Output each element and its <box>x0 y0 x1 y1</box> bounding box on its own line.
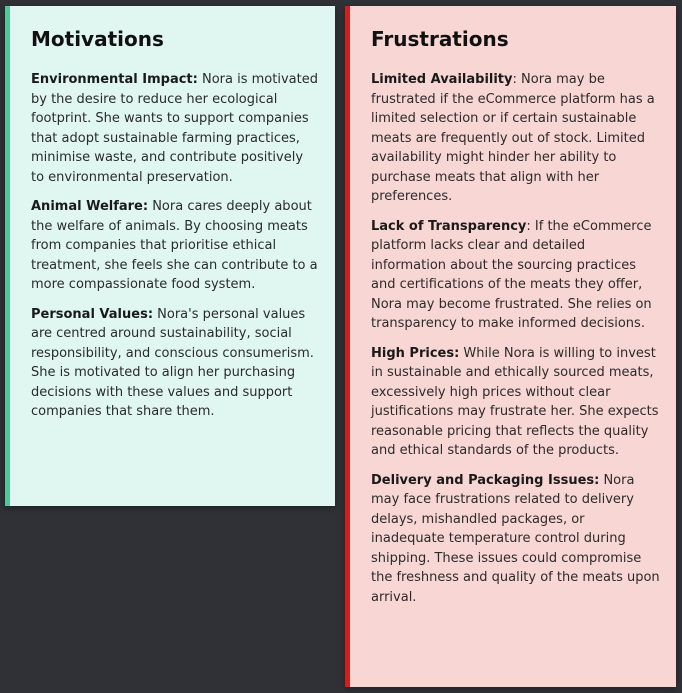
motivation-text: Nora's personal values are centred around sustainability, social responsibility, and conscious consumerism. She is motivated to align her purchasing decisions with these values and support companies that share them. <box>31 306 314 419</box>
frustration-label: Lack of Transparency <box>371 218 527 234</box>
motivation-label: Personal Values: <box>31 306 154 322</box>
motivation-text: Nora cares deeply about the welfare of animals. By choosing meats from companies that prioritise ethical treatment, she feels she can contribute to a more compassionate food system. <box>31 199 318 292</box>
motivation-label: Animal Welfare: <box>31 199 149 214</box>
frustration-text: While Nora is willing to invest in sustainable and ethically sourced meats, excessively high prices without clear justifications may frustrate her. She expects reasonable pricing that reflects the quality and ethical standards of the products. <box>371 345 659 458</box>
frustrations-card <box>345 6 676 687</box>
motivation-text: Nora is motivated by the desire to reduce her ecological footprint. She wants to support companies that adopt sustainable farming practices, minimise waste, and contribute positively to environmental preservation. <box>31 72 318 185</box>
frustration-item-limited-availability <box>371 70 660 207</box>
frustration-item-high-prices <box>371 344 660 461</box>
motivation-item-environmental-impact <box>31 70 319 187</box>
frustration-item-delivery-packaging <box>371 471 660 608</box>
motivation-label: Environmental Impact: <box>31 72 198 87</box>
frustration-label: Limited Availability <box>371 72 513 87</box>
frustrations-title: Frustrations <box>371 27 509 51</box>
frustration-text: : If the eCommerce platform lacks clear and detailed information about the sourcing practices and certifications of the meats they offer, Nora may become frustrated. She relies on transparency to make informed decisions. <box>371 218 652 331</box>
motivations-title: Motivations <box>31 27 164 51</box>
frustration-text: : Nora may be frustrated if the eCommerce platform has a limited selection or if certain sustainable meats are frequently out of stock. Limited availability might hinder her ability to purchase meats that align with her preferences. <box>371 72 655 204</box>
frustration-item-lack-of-transparency <box>371 217 660 334</box>
motivation-item-animal-welfare <box>31 197 319 295</box>
frustration-label: High Prices: <box>371 345 460 361</box>
frustration-label: Delivery and Packaging Issues: <box>371 472 600 488</box>
frustration-text: Nora may face frustrations related to delivery delays, mishandled packages, or inadequate temperature control during shipping. These issues could compromise the freshness and quality of the meats upon arrival. <box>371 472 660 605</box>
motivations-card <box>5 6 335 506</box>
motivation-item-personal-values <box>31 305 319 422</box>
